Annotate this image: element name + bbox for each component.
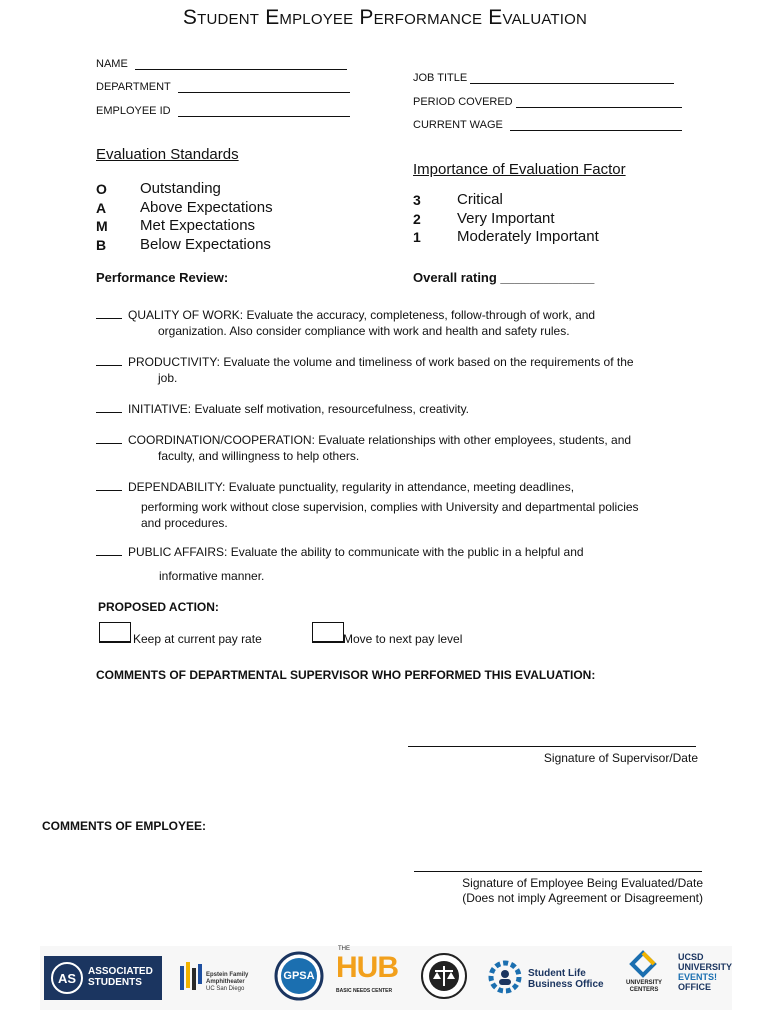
hub-sub: BASIC NEEDS CENTER xyxy=(336,988,393,994)
standard-item xyxy=(96,236,273,255)
department-label: DEPARTMENT xyxy=(96,81,171,93)
supervisor-signature-line[interactable] xyxy=(408,746,696,747)
as-emblem-icon xyxy=(50,960,84,996)
uc-line2: CENTERS xyxy=(629,987,659,993)
student-life-business-office-logo xyxy=(488,946,604,1010)
standard-label: Outstanding xyxy=(140,180,221,197)
job-title-field[interactable] xyxy=(413,71,674,84)
svg-text:AS: AS xyxy=(57,971,77,986)
evaluation-standards-list xyxy=(96,180,273,254)
events-line4: OFFICE xyxy=(678,982,711,992)
factor-line: informative manner. xyxy=(159,569,265,583)
current-wage-label: CURRENT WAGE xyxy=(413,119,503,131)
factor-line: COORDINATION/COOPERATION: Evaluate relationships with other employees, students, and xyxy=(128,433,632,447)
factor-line: PRODUCTIVITY: Evaluate the volume and timeliness of work based on the requirements of the xyxy=(128,355,634,369)
supervisor-signature-label: Signature of Supervisor/Date xyxy=(543,751,698,765)
standard-code: M xyxy=(96,218,108,234)
factor-line: faculty, and willingness to help others. xyxy=(158,449,360,463)
importance-code: 3 xyxy=(413,192,421,208)
employee-signature-label: Signature of Employee Being Evaluated/Date xyxy=(462,876,703,890)
factor-quality-of-work xyxy=(96,307,696,339)
events-line1: UCSD xyxy=(678,952,704,962)
hub-the: THE xyxy=(338,946,350,952)
epstein-emblem-icon xyxy=(178,958,204,994)
standard-item xyxy=(96,180,273,199)
standard-item xyxy=(96,217,273,236)
uc-emblem-icon xyxy=(628,950,658,978)
hub-logo xyxy=(336,946,406,1010)
importance-heading: Importance of Evaluation Factor xyxy=(413,161,626,178)
slbo-line1: Student Life xyxy=(528,968,586,979)
supervisor-comments-heading: COMMENTS OF DEPARTMENTAL SUPERVISOR WHO PERFORMED THIS EVALUATION: xyxy=(96,668,596,682)
importance-item xyxy=(413,210,599,229)
sponsor-logos xyxy=(40,946,732,1010)
importance-code: 2 xyxy=(413,210,421,227)
events-line3: EVENTS! xyxy=(678,972,718,982)
employee-signature-note: (Does not imply Agreement or Disagreement) xyxy=(462,891,703,905)
standard-item xyxy=(96,199,273,218)
standard-label: Met Expectations xyxy=(140,217,256,234)
employee-id-line xyxy=(178,104,350,117)
period-covered-label: PERIOD COVERED xyxy=(413,96,513,108)
factor-line: performing work without close supervision, complies with University and departmental policies xyxy=(141,500,639,514)
keep-pay-label: Keep at current pay rate xyxy=(133,632,262,646)
standard-code: O xyxy=(96,181,107,197)
student-legal-services-logo xyxy=(418,946,468,1010)
standard-code: B xyxy=(96,236,107,253)
current-wage-field[interactable] xyxy=(413,118,682,131)
uc-line1: UNIVERSITY xyxy=(625,980,662,986)
gpsa-text: GPSA xyxy=(283,970,315,982)
factor-initiative xyxy=(96,401,696,417)
standard-label: Above Expectations xyxy=(140,198,273,216)
importance-label: Moderately Important xyxy=(457,228,599,245)
slbo-line2: Business Office xyxy=(528,979,604,990)
employee-comments-heading: COMMENTS OF EMPLOYEE: xyxy=(42,819,207,833)
epstein-line1: Epstein Family xyxy=(206,972,249,978)
standard-code: A xyxy=(96,199,107,216)
name-label: NAME xyxy=(96,58,128,70)
gear-people-icon xyxy=(488,960,522,994)
hub-text: HUB xyxy=(336,951,398,984)
name-field[interactable] xyxy=(96,57,347,70)
factor-line: organization. Also consider compliance with work and health and safety rules. xyxy=(158,324,570,338)
rating-blank[interactable] xyxy=(96,355,122,366)
university-centers-logo xyxy=(616,946,672,1010)
epstein-line2: Amphitheater xyxy=(206,979,245,985)
factor-line: job. xyxy=(158,371,178,385)
importance-list xyxy=(413,191,599,247)
keep-pay-checkbox[interactable] xyxy=(99,622,131,643)
factor-productivity xyxy=(96,354,696,386)
employee-id-field[interactable] xyxy=(96,104,350,117)
as-logo-line1: ASSOCIATED xyxy=(88,966,153,977)
rating-blank[interactable] xyxy=(96,402,122,413)
employee-signature-line[interactable] xyxy=(414,871,702,872)
employee-id-label: EMPLOYEE ID xyxy=(96,105,171,117)
period-covered-field[interactable] xyxy=(413,95,682,108)
importance-code: 1 xyxy=(413,229,421,245)
job-title-line xyxy=(470,71,674,84)
overall-rating-field[interactable]: Overall rating _____________ xyxy=(413,270,595,285)
period-covered-line xyxy=(516,95,682,108)
performance-review-heading: Performance Review: xyxy=(96,270,229,285)
importance-label: Very Important xyxy=(457,209,555,227)
proposed-action-heading: PROPOSED ACTION: xyxy=(98,600,219,614)
factor-line: PUBLIC AFFAIRS: Evaluate the ability to communicate with the public in a helpful and xyxy=(128,545,584,559)
factor-line: INITIATIVE: Evaluate self motivation, resourcefulness, creativity. xyxy=(128,402,470,416)
rating-blank[interactable] xyxy=(96,433,122,444)
department-field[interactable] xyxy=(96,80,350,93)
events-line2: UNIVERSITY xyxy=(678,962,733,972)
next-level-label: Move to next pay level xyxy=(343,632,463,646)
epstein-line3: UC San Diego xyxy=(206,986,245,992)
factor-line: DEPENDABILITY: Evaluate punctuality, regularity in attendance, meeting deadlines, xyxy=(128,480,575,494)
gpsa-logo xyxy=(272,946,326,1010)
evaluation-standards-heading: Evaluation Standards xyxy=(96,146,239,163)
importance-item xyxy=(413,191,599,210)
employee-signature-block xyxy=(400,876,703,906)
epstein-amphitheater-logo xyxy=(178,946,258,1010)
associated-students-logo xyxy=(44,946,162,1010)
page-title: Student Employee Performance Evaluation xyxy=(182,6,588,29)
rating-blank[interactable] xyxy=(96,480,122,491)
rating-blank[interactable] xyxy=(96,545,122,556)
scales-of-justice-icon xyxy=(420,952,468,1000)
factor-coordination xyxy=(96,432,696,464)
name-line xyxy=(135,57,347,70)
university-events-office-logo xyxy=(678,946,732,1010)
factor-line: and procedures. xyxy=(141,516,228,530)
rating-blank[interactable] xyxy=(96,308,122,319)
importance-item xyxy=(413,228,599,247)
factor-dependability xyxy=(96,479,696,531)
job-title-label: JOB TITLE xyxy=(413,72,468,84)
as-logo-line2: STUDENTS xyxy=(88,977,142,988)
factor-line: QUALITY OF WORK: Evaluate the accuracy, completeness, follow-through of work, and xyxy=(128,308,596,322)
department-line xyxy=(178,80,350,93)
current-wage-line xyxy=(510,118,682,131)
next-level-checkbox[interactable] xyxy=(312,622,344,643)
standard-label: Below Expectations xyxy=(140,235,271,253)
importance-label: Critical xyxy=(457,191,503,208)
factor-public-affairs xyxy=(96,544,696,584)
